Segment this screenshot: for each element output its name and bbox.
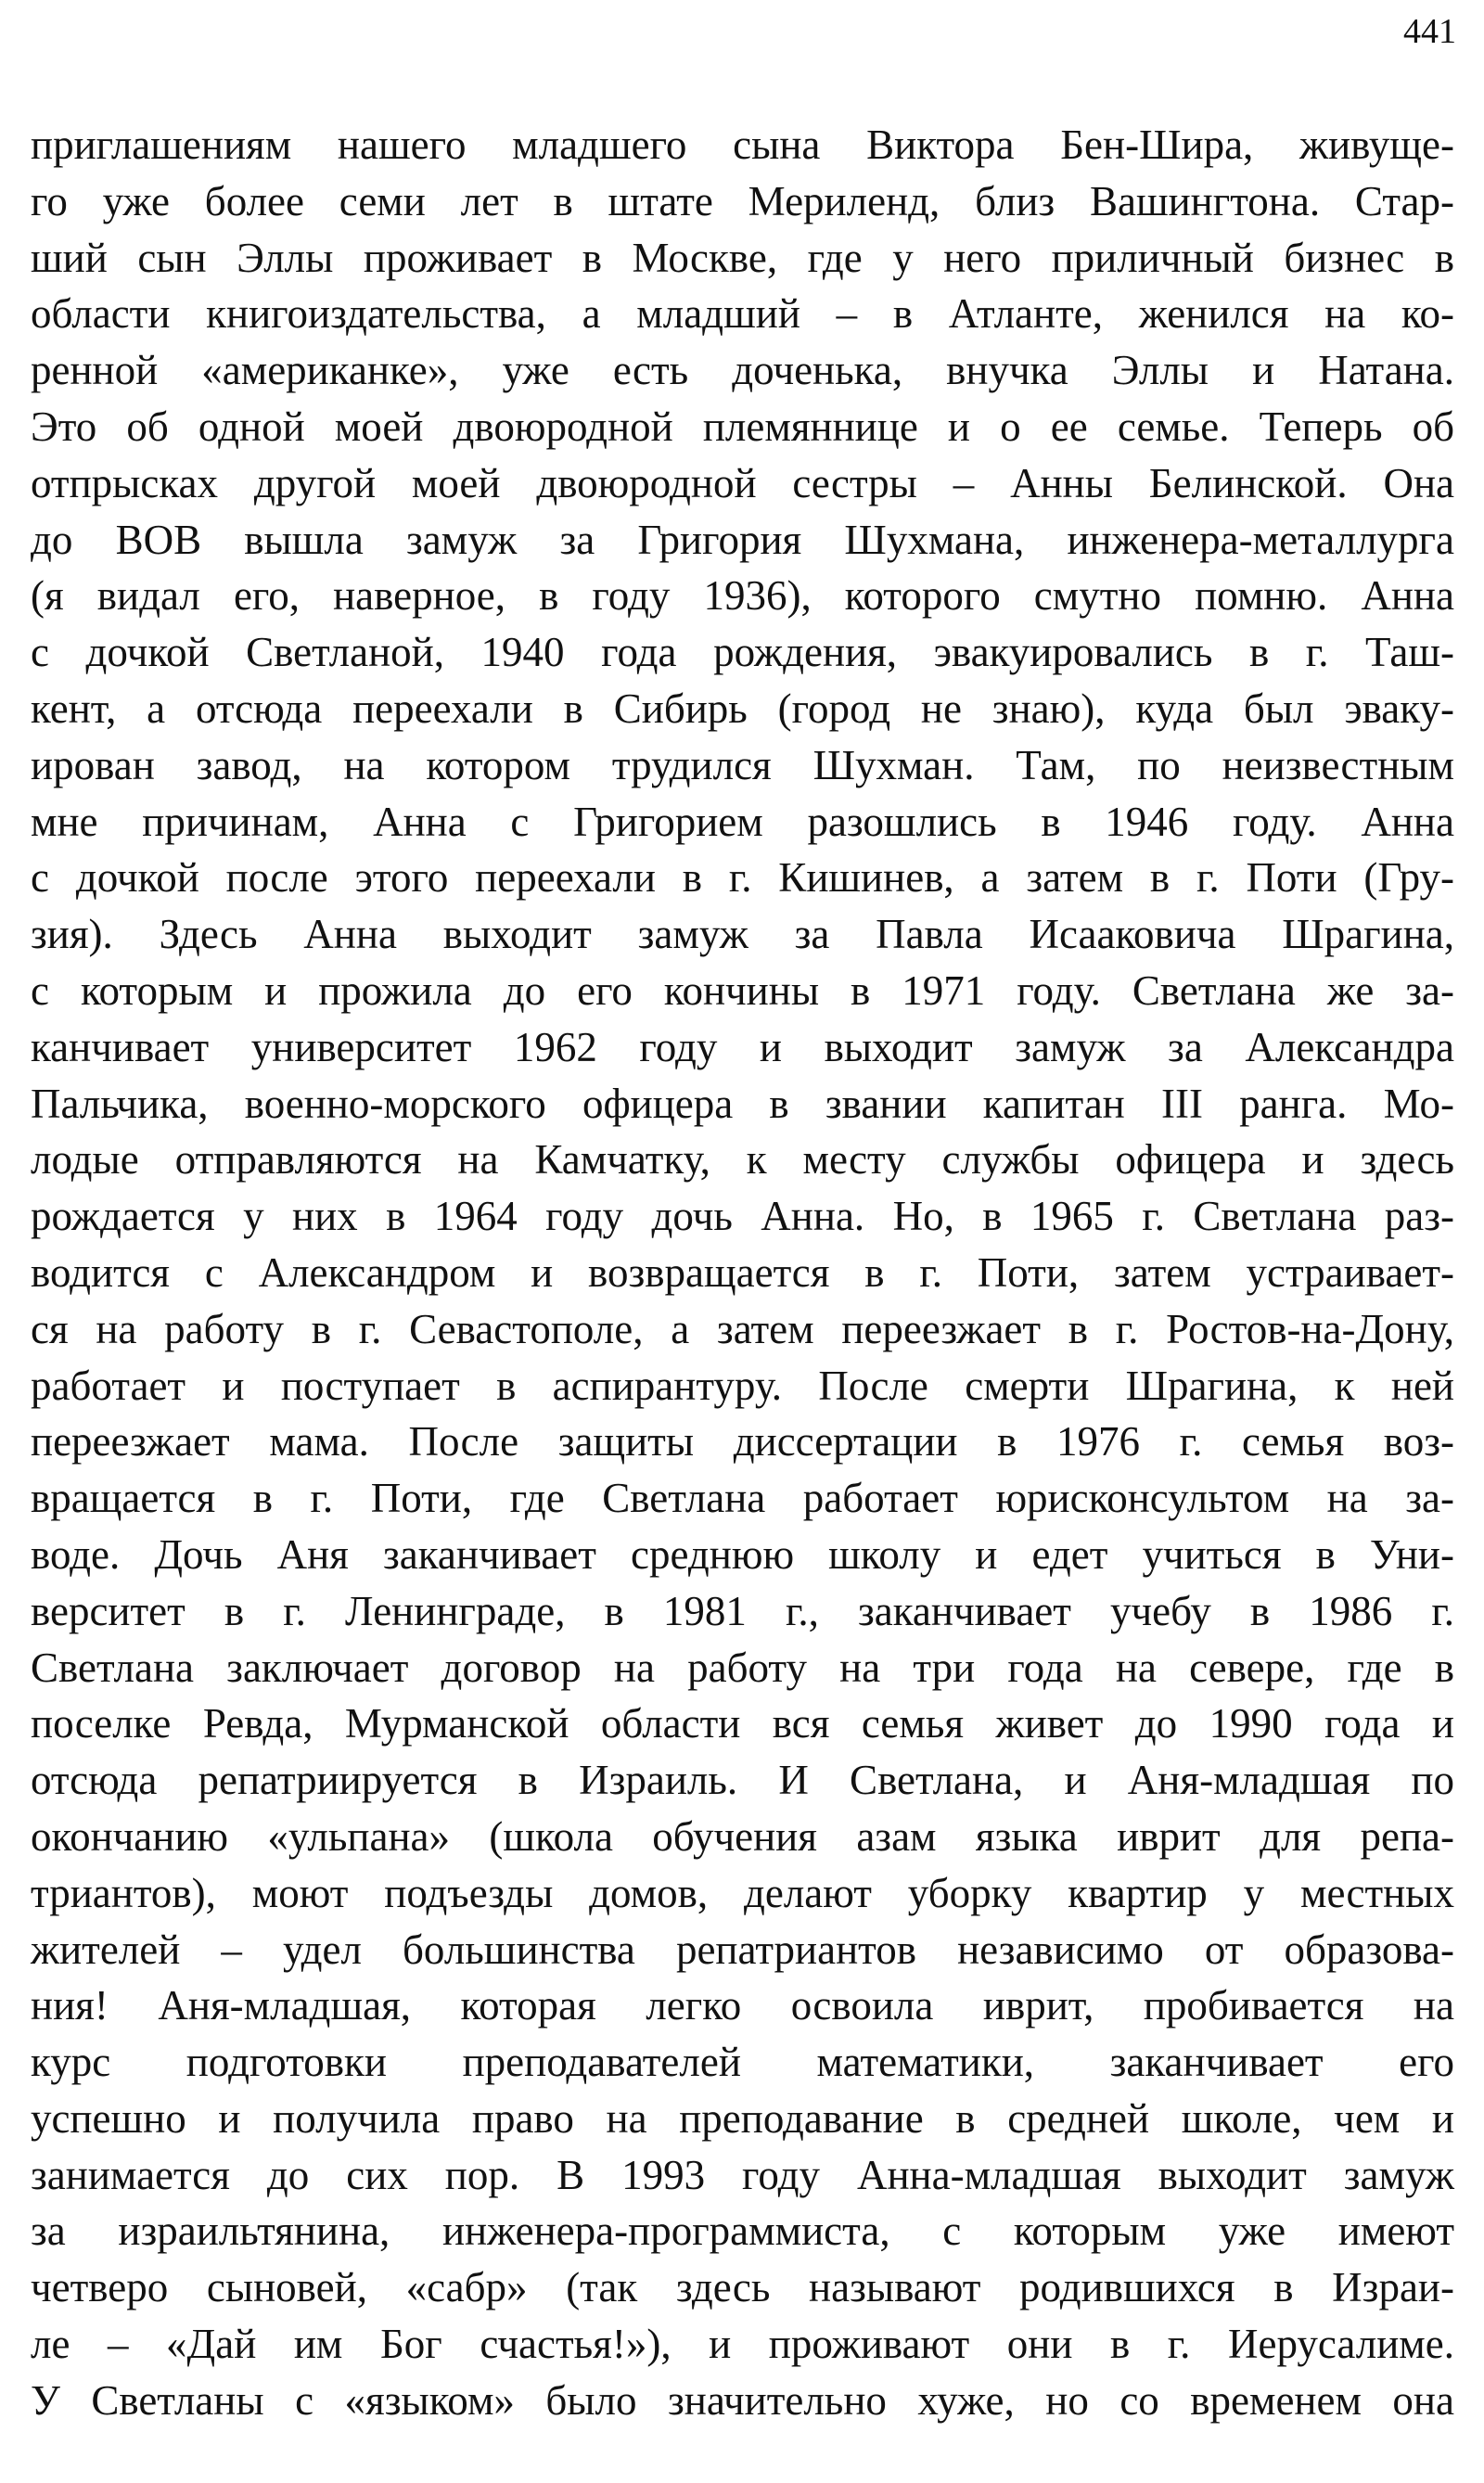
text-line: Пальчика, военно-морского офицера в звании капитан III ранга. Мо- — [31, 1080, 1454, 1127]
text-line: занимается до сих пор. В 1993 году Анна-младшая выходит замуж — [31, 2151, 1454, 2198]
text-line: успешно и получила право на преподавание в средней школе, чем и — [31, 2094, 1454, 2142]
text-line: воде. Дочь Аня заканчивает среднюю школу и едет учиться в Уни- — [31, 1530, 1454, 1578]
text-line: жителей – удел большинства репатриантов независимо от образова- — [31, 1926, 1454, 1973]
text-line: ся на работу в г. Севастополе, а затем переезжает в г. Ростов-на-Дону, — [31, 1305, 1454, 1352]
text-line: зия). Здесь Анна выходит замуж за Павла Исааковича Шрагина, — [31, 911, 1454, 958]
text-line: рождается у них в 1964 году дочь Анна. Но, в 1965 г. Светлана раз- — [31, 1193, 1454, 1240]
text-line: ренной «американке», уже есть доченька, внучка Эллы и Натана. — [31, 347, 1454, 394]
text-line: триантов), моют подъезды домов, делают уборку квартир у местных — [31, 1869, 1454, 1916]
text-line: до ВОВ вышла замуж за Григория Шухмана, инженера-металлурга — [31, 516, 1454, 563]
text-line: с которым и прожила до его кончины в 1971 году. Светлана же за- — [31, 966, 1454, 1014]
text-line: приглашениям нашего младшего сына Виктора Бен-Шира, живуще- — [31, 122, 1454, 168]
text-line: лодые отправляются на Камчатку, к месту службы офицера и здесь — [31, 1136, 1454, 1184]
text-line: У Светланы с «языком» было значительно хуже, но со временем она — [31, 2376, 1454, 2424]
text-line: ле – «Дай им Бог счастья!»), и проживают они в г. Иерусалиме. — [31, 2321, 1454, 2368]
text-line: ший сын Эллы проживает в Москве, где у него приличный бизнес в — [31, 234, 1454, 281]
text-line: области книгоиздательства, а младший – в Атланте, женился на ко- — [31, 290, 1454, 338]
text-line: с дочкой после этого переехали в г. Кишинев, а затем в г. Поти (Гру- — [31, 854, 1454, 902]
text-line: отпрысках другой моей двоюродной сестры – Анны Белинской. Она — [31, 459, 1454, 506]
text-line: отсюда репатриируется в Израиль. И Светлана, и Аня-младшая по — [31, 1757, 1454, 1804]
text-line: ния! Аня-младшая, которая легко освоила иврит, пробивается на — [31, 1982, 1454, 2029]
text-line: вращается в г. Поти, где Светлана работает юрисконсультом на за- — [31, 1475, 1454, 1522]
text-line: мне причинам, Анна с Григорием разошлись в 1946 году. Анна — [31, 798, 1454, 845]
text-line: четверо сыновей, «сабр» (так здесь называют родившихся в Израи- — [31, 2264, 1454, 2311]
text-line: Это об одной моей двоюродной племяннице и о ее семье. Теперь об — [31, 403, 1454, 450]
text-line: курс подготовки преподавателей математики, заканчивает его — [31, 2039, 1454, 2086]
text-line: окончанию «ульпана» (школа обучения азам языка иврит для репа- — [31, 1812, 1454, 1860]
text-line: кент, а отсюда переехали в Сибирь (город не знаю), куда был эваку- — [31, 685, 1454, 732]
text-line: водится с Александром и возвращается в г. Поти, затем устраивает- — [31, 1248, 1454, 1296]
body-text — [31, 117, 1454, 2429]
text-line: с дочкой Светланой, 1940 года рождения, эвакуировались в г. Таш- — [31, 629, 1454, 676]
text-line: переезжает мама. После защиты диссертации в 1976 г. семья воз- — [31, 1418, 1454, 1465]
text-line: го уже более семи лет в штате Мериленд, близ Вашингтона. Стар- — [31, 177, 1454, 224]
page-number: 441 — [1403, 12, 1456, 51]
text-line: работает и поступает в аспирантуру. После смерти Шрагина, к ней — [31, 1362, 1454, 1409]
text-line: Светлана заключает договор на работу на три года на севере, где в — [31, 1644, 1454, 1691]
text-line: за израильтянина, инженера-программиста, с которым уже имеют — [31, 2208, 1454, 2255]
text-line: верситет в г. Ленинграде, в 1981 г., заканчивает учебу в 1986 г. — [31, 1587, 1454, 1634]
text-line: ирован завод, на котором трудился Шухман. Там, по неизвестным — [31, 741, 1454, 788]
text-line: канчивает университет 1962 году и выходит замуж за Александра — [31, 1023, 1454, 1070]
text-line: (я видал его, наверное, в году 1936), которого смутно помню. Анна — [31, 572, 1454, 620]
text-line: поселке Ревда, Мурманской области вся семья живет до 1990 года и — [31, 1700, 1454, 1747]
